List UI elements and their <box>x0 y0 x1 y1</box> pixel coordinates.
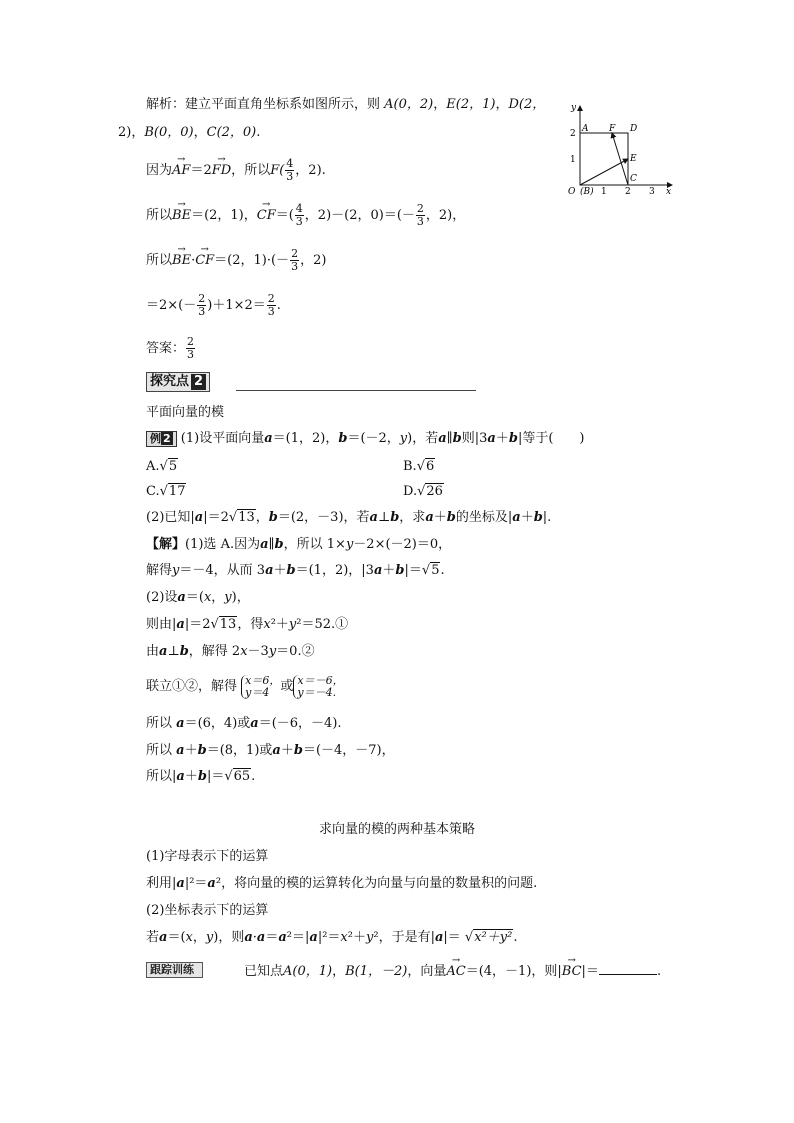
vector-cf <box>612 133 628 185</box>
answer-line-6: 联立①②，解得 x＝6， y＝4 或 x＝－6， y＝－4. <box>146 673 344 699</box>
section-badge: 探究点 2 <box>146 372 210 392</box>
solution-line-1: 解析：建立平面直角坐标系如图所示，则 A(0，2)，E(2，1)，D(2， <box>146 97 546 112</box>
answer-line-4: 则由|a|＝2√13，得x²＋y²＝52.① <box>146 617 349 632</box>
x-tick-2: 2 <box>625 187 631 197</box>
example-question-1: 例 2 (1)设平面向量a＝(1，2)，b＝(－2，y)，若a∥b则|3a＋b|等于( ) <box>146 430 585 448</box>
point-a: A <box>582 124 589 134</box>
strategy-text-1: 利用|a|²＝a²，将向量的模的运算转化为向量与向量的数量积的问题. <box>146 876 538 891</box>
solution-line-6: ＝2×(－ $\frac{2}{3}$ )＋1×2＝ $\frac{2}{3}$ . <box>146 292 281 318</box>
solution-line-2: 2)，B(0，0)，C(2，0). <box>118 125 261 140</box>
point-f: F <box>609 124 616 134</box>
answer-line-7: 所以 a＝(6，4)或a＝(－6，－4). <box>146 716 342 731</box>
section-title: 平面向量的模 <box>146 405 225 420</box>
x-label: x <box>666 187 672 197</box>
system-1: x＝6， y＝4 <box>241 675 280 699</box>
square-abcd <box>580 133 628 185</box>
coordinate-figure <box>560 100 680 200</box>
example-question-2: (2)已知|a|＝2√13，b＝(2，－3)，若a⊥b，求a＋b的坐标及|a＋b|. <box>146 510 552 525</box>
answer-line-3: (2)设a＝(x，y)， <box>146 590 250 605</box>
answer-line-2: 解得y＝－4，从而 3a＋b＝(1，2)，|3a＋b|＝√5. <box>146 563 445 578</box>
x-tick-1: 1 <box>601 187 607 197</box>
option-b: B.√6 <box>403 459 435 474</box>
practice-tag: 跟踪训练 <box>146 962 203 978</box>
answer-blank[interactable] <box>599 962 657 975</box>
strategy-title: 求向量的模的两种基本策略 <box>318 822 475 837</box>
option-d: D.√26 <box>403 484 443 499</box>
system-2: x＝－6， y＝－4. <box>293 675 343 699</box>
answer-line-8: 所以 a＋b＝(8，1)或a＋b＝(－4，－7)， <box>146 743 395 758</box>
point-d: D <box>630 124 638 134</box>
answer-line: 答案： $\frac{2}{3}$ <box>146 335 195 361</box>
solution-line-5: 所以→ BE·→ CF＝(2，1)·(－ $\frac{2}{3}$ ，2) <box>146 248 326 273</box>
example-tag: 例 2 <box>146 431 177 447</box>
y-label: y <box>571 103 577 113</box>
solution-line-4: 所以→ BE＝(2，1)，→ CF＝( $\frac{4}{3}$ ，2)－(2，0)＝(－ $\frac{2}{3}$ ，2)， <box>146 203 465 228</box>
point-c: C <box>630 174 637 184</box>
practice-question: 已知点A(0，1)，B(1，－2)，向量→ AC＝(4，－1)，则|→ BC|＝ . <box>244 962 661 981</box>
origin-label: O <box>568 187 576 197</box>
answer-line-5: 由a⊥b，解得 2x－3y＝0.② <box>146 644 315 659</box>
strategy-text-2: 若a＝(x，y)，则a·a＝a²＝|a|²＝x²＋y²，于是有|a|＝ √x²＋y². <box>146 930 518 945</box>
strategy-heading-1: (1)字母表示下的运算 <box>146 849 269 864</box>
x-tick-3: 3 <box>649 187 655 197</box>
point-e: E <box>630 154 637 164</box>
strategy-heading-2: (2)坐标表示下的运算 <box>146 903 269 918</box>
y-tick-2: 2 <box>570 129 576 139</box>
b-label: (B) <box>580 187 594 197</box>
solution-line-3: 因为→ AF＝2→ FD，所以F( $\frac{4}{3}$ ，2). <box>146 158 326 183</box>
answer-line-9: 所以|a＋b|＝√65. <box>146 769 256 784</box>
option-a: A.√5 <box>146 459 178 474</box>
answer-line-1: 【解】(1)选 A.因为a∥b，所以 1×y－2×(－2)＝0， <box>146 537 452 552</box>
option-c: C.√17 <box>146 484 186 499</box>
y-tick-1: 1 <box>570 155 576 165</box>
section-header <box>146 372 476 392</box>
